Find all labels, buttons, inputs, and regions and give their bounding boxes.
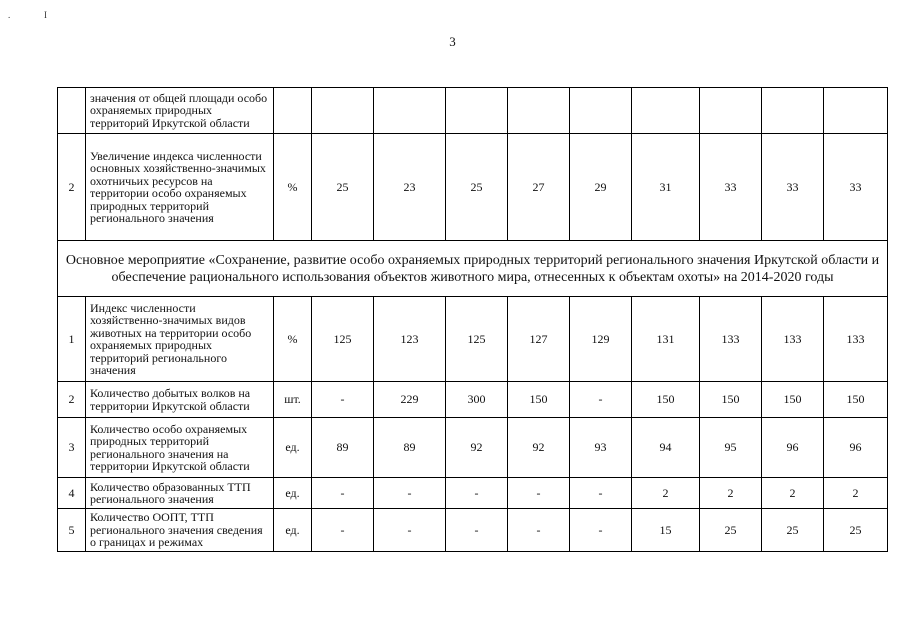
indicator-name-cell: Количество особо охраняемых природных территорий регионального значения на территории Иркутской области	[86, 418, 274, 478]
value-cell: 33	[824, 134, 888, 241]
value-cell: 92	[508, 418, 570, 478]
value-cell: 23	[374, 134, 446, 241]
table-row	[58, 382, 888, 418]
value-cell: -	[570, 382, 632, 418]
table-row	[58, 509, 888, 552]
row-number-cell: 5	[58, 509, 86, 552]
value-cell: 150	[632, 382, 700, 418]
value-cell	[700, 88, 762, 134]
unit-cell: шт.	[274, 382, 312, 418]
value-cell: 133	[762, 297, 824, 382]
value-cell: -	[446, 509, 508, 552]
indicator-table	[57, 87, 888, 552]
value-cell: 25	[446, 134, 508, 241]
value-cell: 15	[632, 509, 700, 552]
value-cell: 129	[570, 297, 632, 382]
value-cell: 33	[700, 134, 762, 241]
value-cell	[374, 88, 446, 134]
value-cell: -	[374, 478, 446, 509]
value-cell: 150	[824, 382, 888, 418]
value-cell: 127	[508, 297, 570, 382]
value-cell: -	[312, 509, 374, 552]
table-row	[58, 134, 888, 241]
value-cell: 133	[700, 297, 762, 382]
value-cell: 131	[632, 297, 700, 382]
value-cell: 92	[446, 418, 508, 478]
value-cell: 150	[762, 382, 824, 418]
value-cell: -	[570, 478, 632, 509]
value-cell: 89	[312, 418, 374, 478]
value-cell: 2	[700, 478, 762, 509]
value-cell: 300	[446, 382, 508, 418]
table-row	[58, 418, 888, 478]
value-cell: 96	[824, 418, 888, 478]
unit-cell: ед.	[274, 478, 312, 509]
indicator-name-cell: значения от общей площади особо охраняемых природных территорий Иркутской области	[86, 88, 274, 134]
value-cell: 27	[508, 134, 570, 241]
value-cell: 150	[508, 382, 570, 418]
value-cell: 25	[312, 134, 374, 241]
value-cell	[824, 88, 888, 134]
value-cell	[762, 88, 824, 134]
scan-mark-dot: .	[8, 10, 11, 20]
value-cell: 229	[374, 382, 446, 418]
value-cell	[632, 88, 700, 134]
value-cell: 94	[632, 418, 700, 478]
value-cell: 25	[700, 509, 762, 552]
value-cell	[446, 88, 508, 134]
value-cell: -	[312, 478, 374, 509]
value-cell: 33	[762, 134, 824, 241]
value-cell: 150	[700, 382, 762, 418]
indicator-name-cell: Количество ООПТ, ТТП регионального значения сведения о границах и режимах	[86, 509, 274, 552]
value-cell: 95	[700, 418, 762, 478]
value-cell: 125	[312, 297, 374, 382]
unit-cell	[274, 88, 312, 134]
row-number-cell	[58, 88, 86, 134]
indicator-name-cell: Индекс численности хозяйственно-значимых видов животных на территории особо охраняемых природных территорий регионального значения	[86, 297, 274, 382]
indicator-name-cell: Количество образованных ТТП регионального значения	[86, 478, 274, 509]
value-cell: 96	[762, 418, 824, 478]
row-number-cell: 4	[58, 478, 86, 509]
row-number-cell: 2	[58, 382, 86, 418]
unit-cell: %	[274, 297, 312, 382]
value-cell: 123	[374, 297, 446, 382]
indicator-name-cell: Количество добытых волков на территории Иркутской области	[86, 382, 274, 418]
value-cell: 2	[824, 478, 888, 509]
row-number-cell: 1	[58, 297, 86, 382]
value-cell: -	[508, 478, 570, 509]
scan-mark-tick: I	[44, 10, 47, 20]
value-cell	[508, 88, 570, 134]
value-cell: 2	[762, 478, 824, 509]
section-title: Основное мероприятие «Сохранение, развитие особо охраняемых природных территорий регионального значения Иркутской области и обеспечение рационального использования объектов животного мира, отнесенных к объектам охоты» на 2014-2020 годы	[58, 241, 888, 297]
unit-cell: ед.	[274, 418, 312, 478]
value-cell: -	[508, 509, 570, 552]
value-cell: -	[374, 509, 446, 552]
value-cell: 133	[824, 297, 888, 382]
value-cell: 25	[824, 509, 888, 552]
indicator-name-cell: Увеличение индекса численности основных хозяйственно-значимых охотничьих ресурсов на территории особо охраняемых природных территорий регионального значения	[86, 134, 274, 241]
unit-cell: %	[274, 134, 312, 241]
value-cell: -	[570, 509, 632, 552]
table-row	[58, 478, 888, 509]
value-cell: 25	[762, 509, 824, 552]
value-cell: 89	[374, 418, 446, 478]
table-row	[58, 297, 888, 382]
unit-cell: ед.	[274, 509, 312, 552]
value-cell	[570, 88, 632, 134]
value-cell: 125	[446, 297, 508, 382]
value-cell: -	[312, 382, 374, 418]
page-number: 3	[449, 34, 456, 49]
row-number-cell: 3	[58, 418, 86, 478]
value-cell: 2	[632, 478, 700, 509]
value-cell	[312, 88, 374, 134]
section-row	[58, 241, 888, 297]
value-cell: -	[446, 478, 508, 509]
table-row	[58, 88, 888, 134]
value-cell: 29	[570, 134, 632, 241]
value-cell: 93	[570, 418, 632, 478]
row-number-cell: 2	[58, 134, 86, 241]
value-cell: 31	[632, 134, 700, 241]
